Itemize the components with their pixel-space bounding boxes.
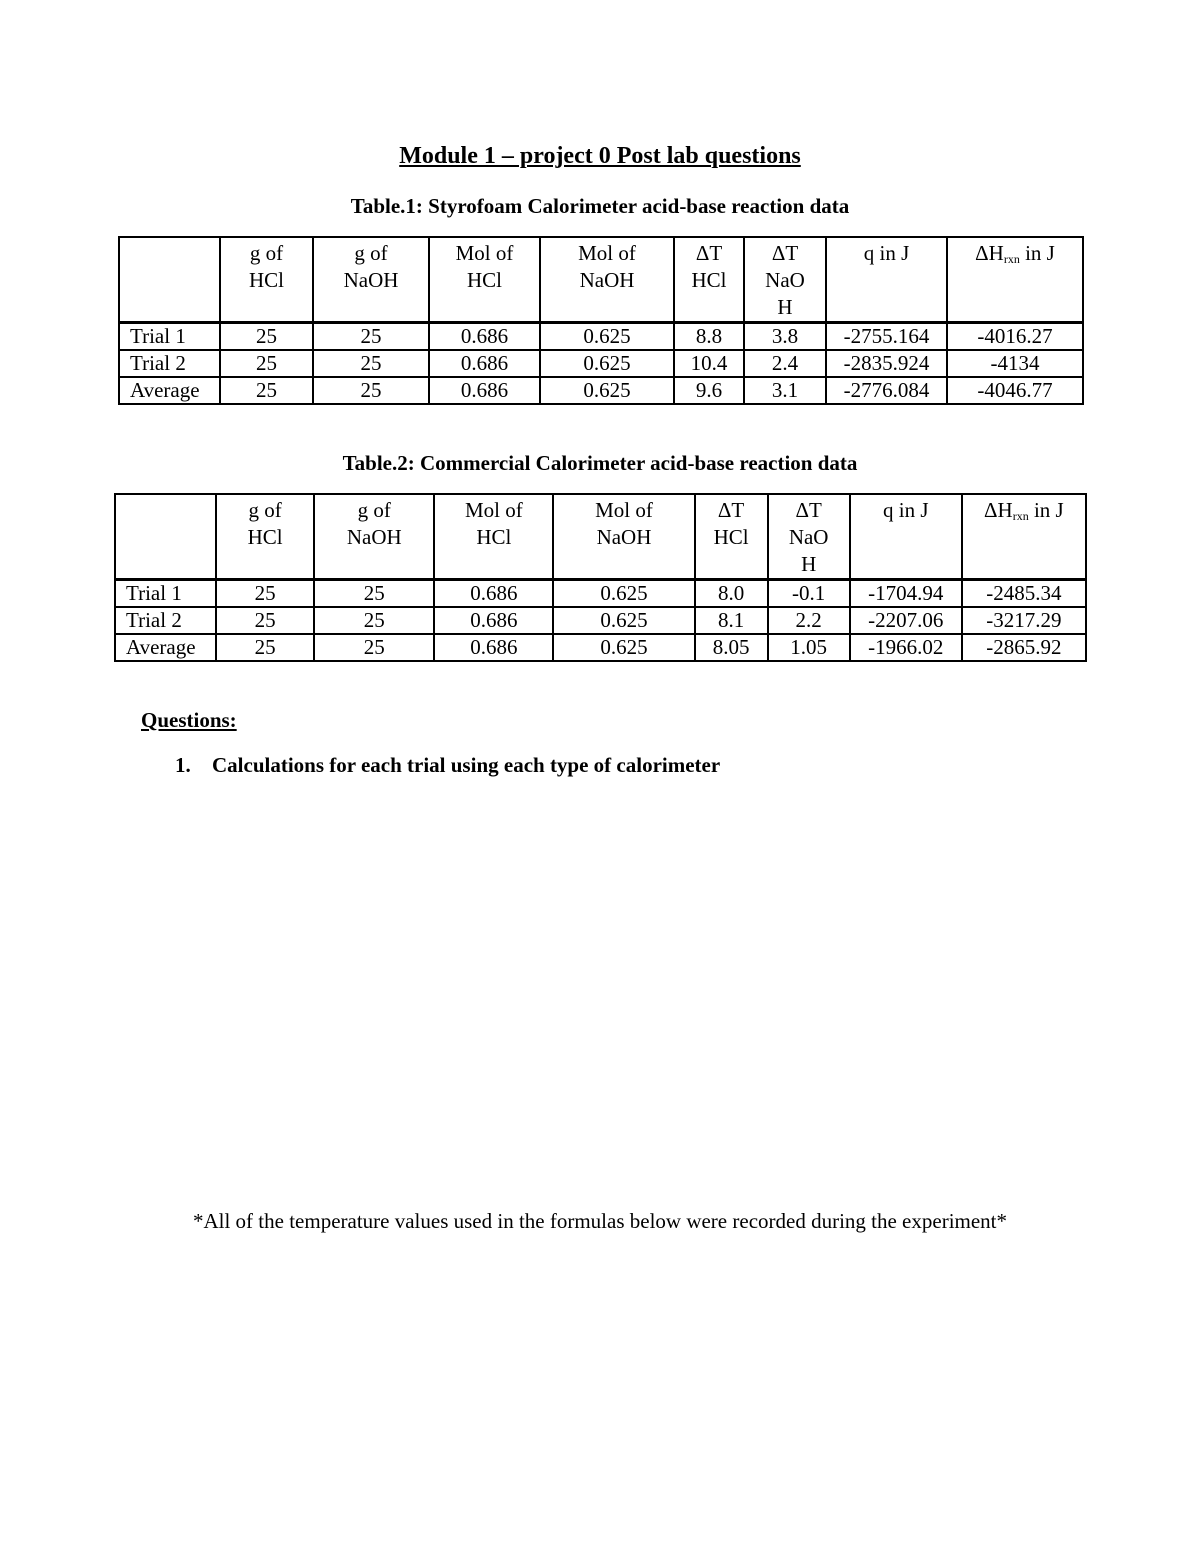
header-text: HCl	[247, 525, 283, 549]
table-cell: 0.625	[553, 607, 694, 634]
table-cell: 8.8	[674, 323, 744, 351]
table-cell: 3.1	[744, 377, 826, 404]
table-cell: 3.8	[744, 323, 826, 351]
column-header	[313, 237, 429, 323]
row-label: Average	[115, 634, 216, 661]
header-text: q in J	[882, 498, 929, 522]
table-cell: 2.4	[744, 350, 826, 377]
styrofoam-data-table	[118, 236, 1084, 405]
header-text: Mol of	[464, 498, 523, 522]
header-suffix: in J	[1019, 241, 1055, 265]
header-text: HCl	[248, 268, 284, 292]
column-header	[540, 237, 674, 323]
table-cell: 25	[314, 580, 434, 608]
header-text: ΔT	[695, 241, 723, 265]
table-cell: 0.686	[429, 377, 540, 404]
table-cell: 2.2	[768, 607, 850, 634]
table-row	[119, 350, 1083, 377]
row-label: Average	[119, 377, 220, 404]
header-text: NaO	[788, 525, 829, 549]
header-text: HCl	[691, 268, 727, 292]
column-header	[674, 237, 744, 323]
table-cell: 25	[313, 377, 429, 404]
table-cell: 0.686	[429, 350, 540, 377]
table-cell: -3217.29	[962, 607, 1086, 634]
column-header	[826, 237, 947, 323]
table-cell: 1.05	[768, 634, 850, 661]
question-item-1	[175, 753, 720, 778]
column-header	[768, 494, 850, 580]
table-cell: 8.0	[695, 580, 768, 608]
table-cell: -2865.92	[962, 634, 1086, 661]
table-cell: 25	[220, 350, 313, 377]
header-text: NaOH	[343, 268, 399, 292]
table-cell: -2207.06	[850, 607, 962, 634]
header-text: g of	[357, 498, 391, 522]
table-header-row	[115, 494, 1086, 580]
questions-heading: Questions:	[141, 708, 237, 732]
header-text: Mol of	[578, 241, 636, 265]
table-header-row	[119, 237, 1083, 323]
header-text: Mol of	[455, 241, 514, 265]
header-suffix: in J	[1028, 498, 1064, 522]
column-header	[115, 494, 216, 580]
column-header	[119, 237, 220, 323]
table-cell: -2835.924	[826, 350, 947, 377]
table-cell: -1966.02	[850, 634, 962, 661]
header-prefix: ΔH	[984, 498, 1013, 522]
table-cell: -4016.27	[947, 323, 1083, 351]
table-cell: 10.4	[674, 350, 744, 377]
column-header	[962, 494, 1086, 580]
table-cell: 8.1	[695, 607, 768, 634]
column-header	[429, 237, 540, 323]
footnote: *All of the temperature values used in the formulas below were recorded during the experiment*	[192, 1209, 1008, 1233]
row-label: Trial 1	[115, 580, 216, 608]
header-text: H	[777, 295, 793, 319]
table-cell: 25	[216, 580, 314, 608]
commercial-data-table	[114, 493, 1087, 662]
table-cell: 0.625	[540, 377, 674, 404]
table-row	[115, 607, 1086, 634]
table-cell: -2776.084	[826, 377, 947, 404]
header-text: NaOH	[346, 525, 402, 549]
question-text: Calculations for each trial using each type of calorimeter	[212, 753, 721, 777]
table-cell: -2485.34	[962, 580, 1086, 608]
table-cell: 0.686	[434, 607, 553, 634]
header-text: ΔT	[795, 498, 822, 522]
header-text: g of	[249, 241, 284, 265]
table-row	[115, 634, 1086, 661]
table-cell: 8.05	[695, 634, 768, 661]
header-text: q in J	[863, 241, 910, 265]
table-cell: 25	[314, 634, 434, 661]
table-cell: -0.1	[768, 580, 850, 608]
table-cell: 25	[220, 377, 313, 404]
table-cell: 0.686	[434, 580, 553, 608]
table-cell: 0.625	[553, 634, 694, 661]
header-text: NaOH	[596, 525, 652, 549]
table-cell: 0.686	[434, 634, 553, 661]
table-row	[119, 377, 1083, 404]
header-text: g of	[354, 241, 388, 265]
table-row	[119, 323, 1083, 351]
column-header	[850, 494, 962, 580]
table2-caption: Table.2: Commercial Calorimeter acid-base reaction data	[342, 451, 858, 475]
table-cell: 9.6	[674, 377, 744, 404]
table-cell: 0.625	[540, 350, 674, 377]
table-cell: 0.686	[429, 323, 540, 351]
row-label: Trial 2	[119, 350, 220, 377]
header-text: HCl	[466, 268, 502, 292]
table1-caption: Table.1: Styrofoam Calorimeter acid-base reaction data	[350, 194, 850, 218]
table-cell: -1704.94	[850, 580, 962, 608]
table-cell: 25	[313, 350, 429, 377]
header-text: Mol of	[595, 498, 653, 522]
table-cell: 0.625	[553, 580, 694, 608]
header-sub: rxn	[1003, 252, 1020, 266]
header-prefix: ΔH	[975, 241, 1004, 265]
header-text: ΔT	[717, 498, 745, 522]
header-text	[948, 240, 1082, 273]
table-cell: -2755.164	[826, 323, 947, 351]
table-cell: 25	[216, 634, 314, 661]
column-header	[434, 494, 553, 580]
column-header	[947, 237, 1083, 323]
row-label: Trial 1	[119, 323, 220, 351]
column-header	[220, 237, 313, 323]
header-text: NaOH	[579, 268, 635, 292]
row-label: Trial 2	[115, 607, 216, 634]
column-header	[553, 494, 694, 580]
header-text: HCl	[476, 525, 512, 549]
header-text: NaO	[765, 268, 805, 292]
column-header	[744, 237, 826, 323]
table-cell: 0.625	[540, 323, 674, 351]
header-sub: rxn	[1012, 509, 1029, 523]
table-cell: 25	[313, 323, 429, 351]
table-cell: -4046.77	[947, 377, 1083, 404]
table-row	[115, 580, 1086, 608]
column-header	[314, 494, 434, 580]
column-header	[216, 494, 314, 580]
table-cell: -4134	[947, 350, 1083, 377]
header-text: H	[801, 552, 817, 576]
table-cell: 25	[216, 607, 314, 634]
table-cell: 25	[220, 323, 313, 351]
header-text: ΔT	[771, 241, 799, 265]
table-cell: 25	[314, 607, 434, 634]
page-title: Module 1 – project 0 Post lab questions	[399, 143, 801, 169]
header-text: g of	[248, 498, 282, 522]
header-text	[963, 497, 1085, 530]
column-header	[695, 494, 768, 580]
question-number: 1.	[175, 753, 191, 777]
header-text: HCl	[713, 525, 749, 549]
